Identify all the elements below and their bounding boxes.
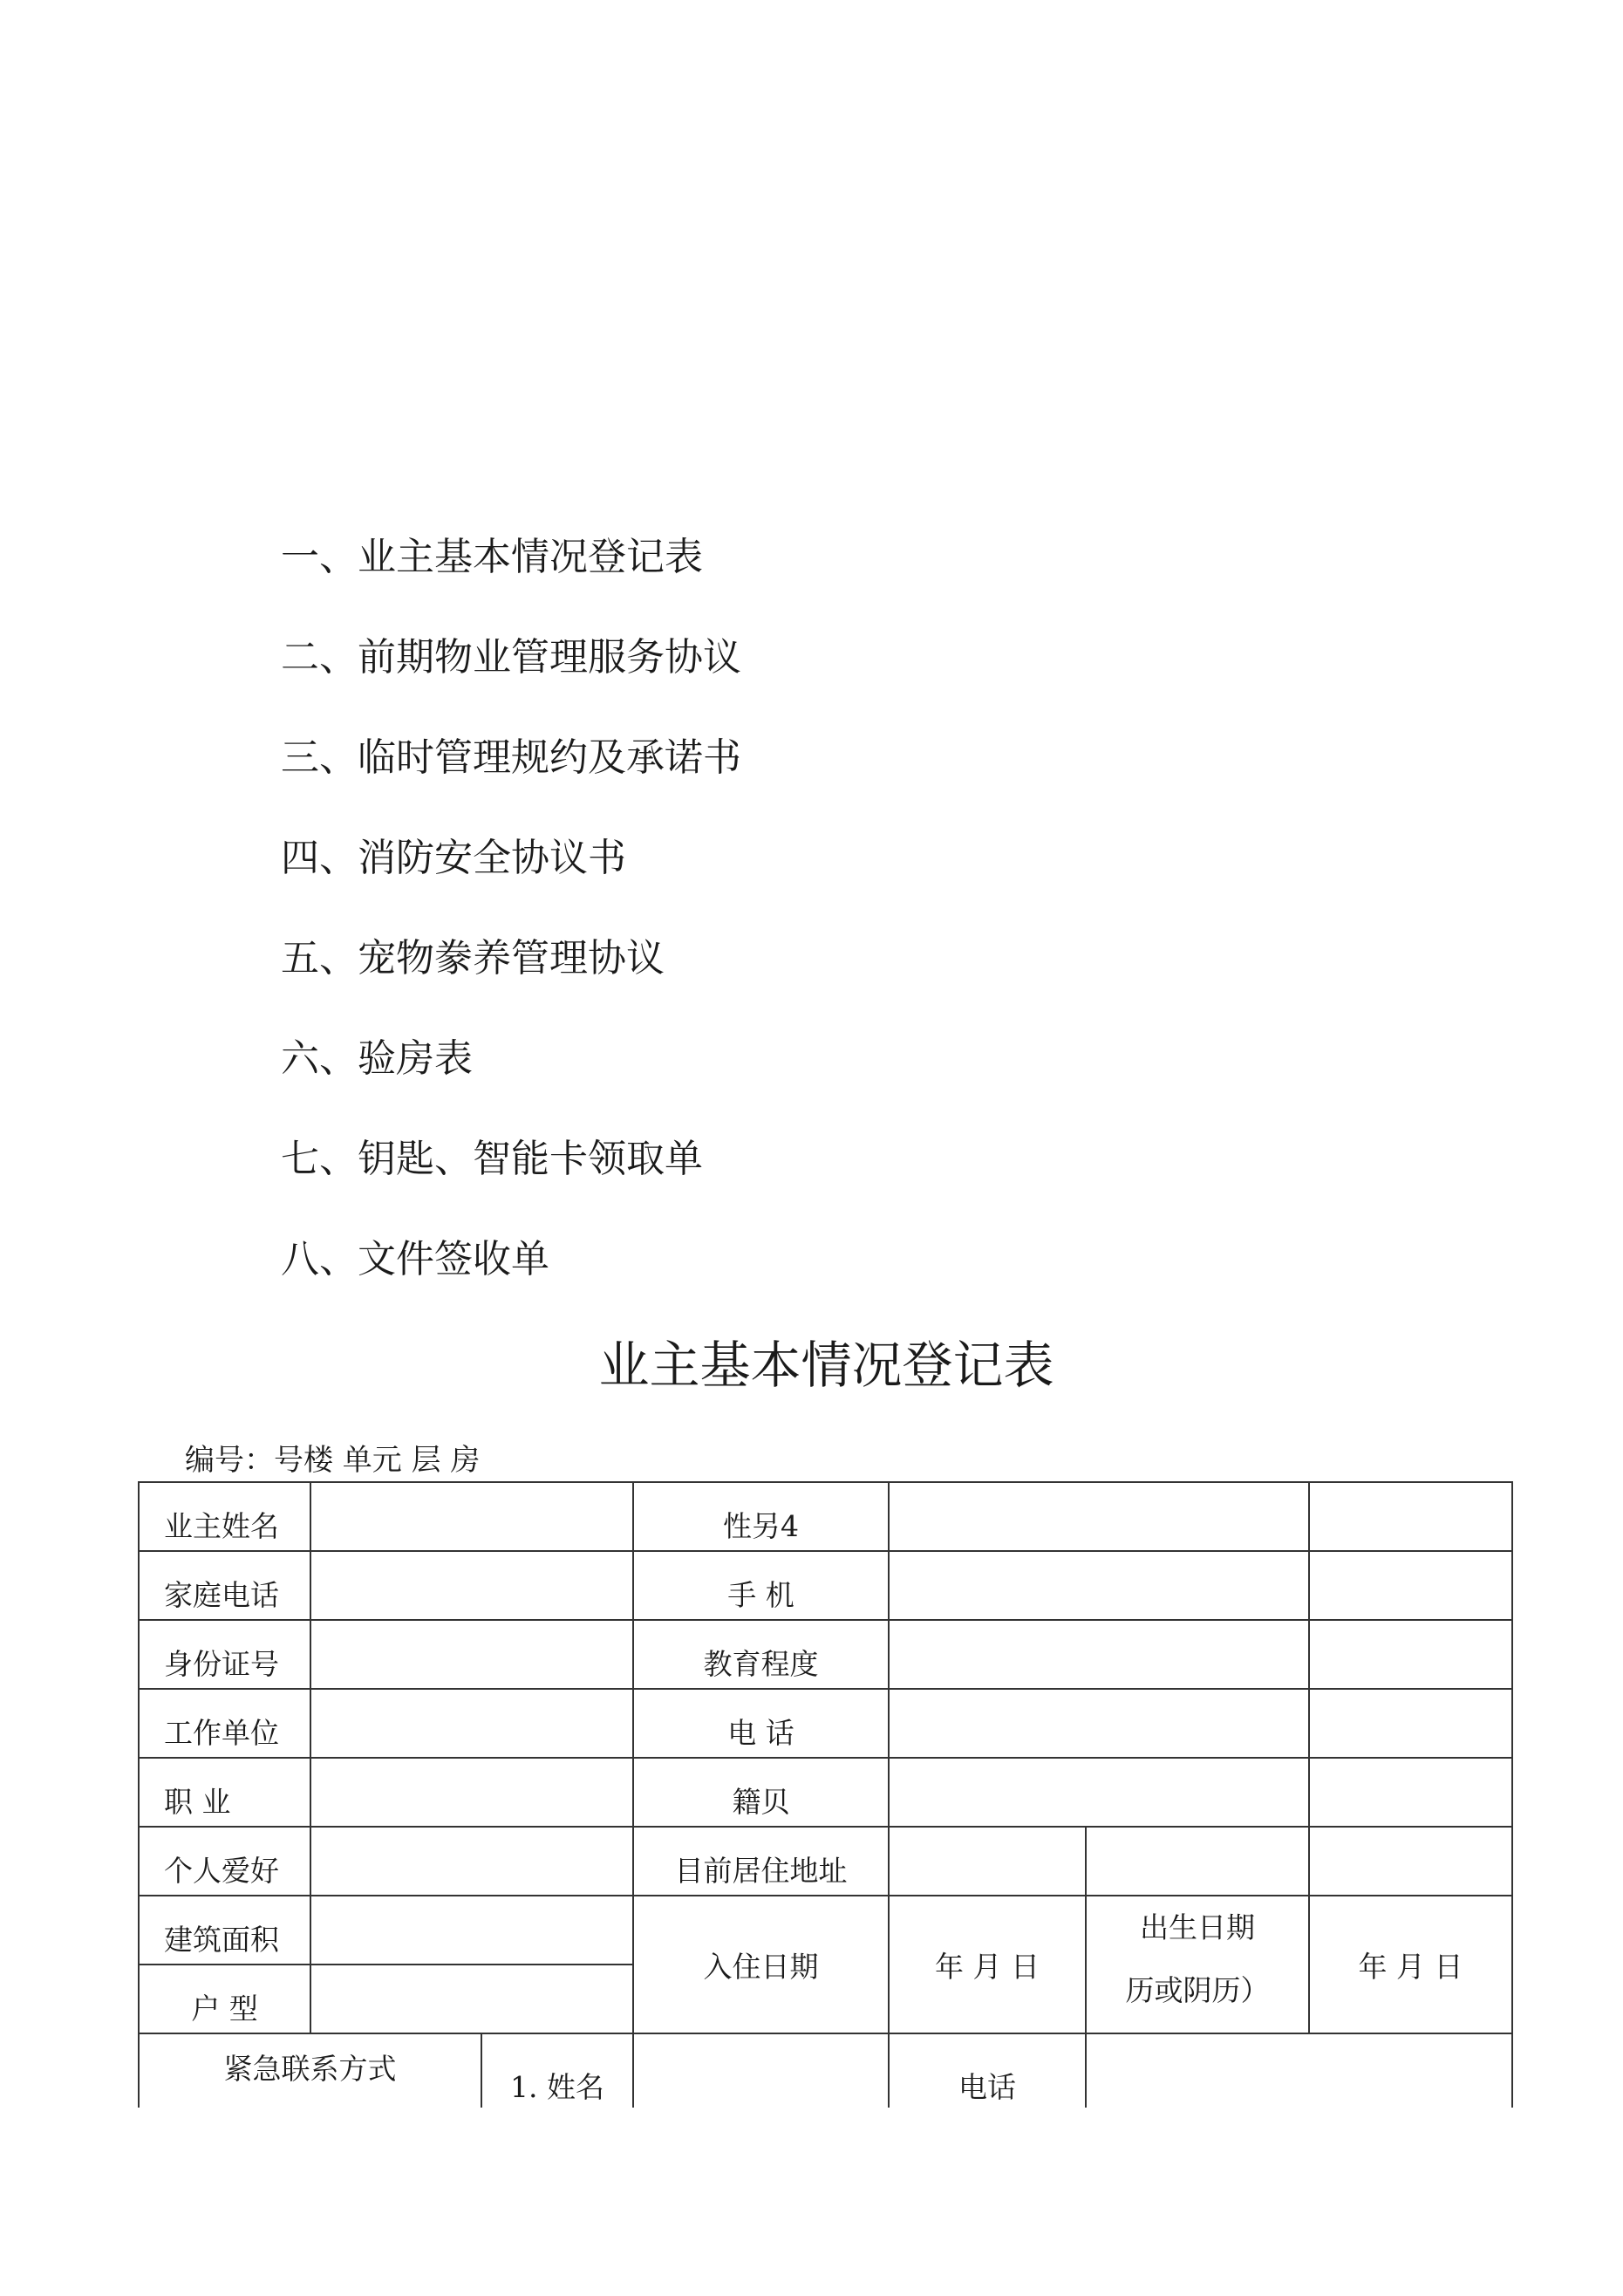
extra-cell[interactable] <box>1309 1551 1512 1620</box>
work-phone-label: 电 话 <box>633 1689 889 1758</box>
current-address-field-2[interactable] <box>1086 1827 1309 1896</box>
education-field[interactable] <box>889 1620 1309 1689</box>
emergency-name-label: 1. 姓名 <box>481 2033 633 2108</box>
owner-name-field[interactable] <box>310 1482 633 1551</box>
owner-registration-table <box>138 1481 1513 2108</box>
table-row <box>139 1827 1512 1896</box>
current-address-label: 目前居住地址 <box>633 1827 889 1896</box>
extra-cell[interactable] <box>1309 1827 1512 1896</box>
extra-cell[interactable] <box>1309 1758 1512 1827</box>
education-label: 教育程度 <box>633 1620 889 1689</box>
move-in-date-label: 入住日期 <box>633 1896 889 2033</box>
table-row <box>139 1689 1512 1758</box>
mobile-field[interactable] <box>889 1551 1309 1620</box>
toc-item-5: 五、宠物豢养管理协议 <box>281 936 665 981</box>
table-row <box>139 2033 1512 2108</box>
birth-date-label-line1: 出生日期 <box>1140 1910 1255 1944</box>
form-title: 业主基本情况登记表 <box>598 1336 1054 1395</box>
work-phone-field[interactable] <box>889 1689 1309 1758</box>
table-row <box>139 1551 1512 1620</box>
work-unit-label: 工作单位 <box>139 1689 310 1758</box>
toc-item-6: 六、验房表 <box>281 1036 473 1081</box>
toc-item-3: 三、临时管理规约及承诺书 <box>281 735 741 780</box>
native-place-label: 籍贝 <box>633 1758 889 1827</box>
birth-date-label-line2: 历或阴历） <box>1125 1973 1270 2007</box>
occupation-field[interactable] <box>310 1758 633 1827</box>
id-number-field[interactable] <box>310 1620 633 1689</box>
serial-number-line: 编号：号楼 单元 层 房 <box>185 1443 481 1478</box>
table-row <box>139 1758 1512 1827</box>
gender-field[interactable] <box>889 1482 1309 1551</box>
current-address-field[interactable] <box>889 1827 1086 1896</box>
work-unit-field[interactable] <box>310 1689 633 1758</box>
move-in-date-field[interactable]: 年 月 日 <box>889 1896 1086 2033</box>
mobile-label: 手 机 <box>633 1551 889 1620</box>
emergency-phone-field[interactable] <box>1086 2033 1512 2108</box>
emergency-contact-label: 紧急联系方式 <box>139 2033 481 2108</box>
birth-date-label <box>1086 1896 1309 2033</box>
toc-item-8: 八、文件签收单 <box>281 1237 549 1281</box>
table-row <box>139 1620 1512 1689</box>
emergency-phone-label: 电话 <box>889 2033 1086 2108</box>
table-row <box>139 1896 1512 1965</box>
hobbies-field[interactable] <box>310 1827 633 1896</box>
native-place-field[interactable] <box>889 1758 1309 1827</box>
emergency-name-field[interactable] <box>633 2033 889 2108</box>
occupation-label: 职 业 <box>139 1758 310 1827</box>
birth-date-field[interactable]: 年 月 日 <box>1309 1896 1512 2033</box>
floor-area-field[interactable] <box>310 1896 633 1965</box>
unit-type-field[interactable] <box>310 1965 633 2033</box>
extra-cell[interactable] <box>1309 1620 1512 1689</box>
photo-cell[interactable] <box>1309 1482 1512 1551</box>
toc-item-4: 四、消防安全协议书 <box>281 836 626 880</box>
unit-type-label: 户 型 <box>139 1965 310 2033</box>
extra-cell[interactable] <box>1309 1689 1512 1758</box>
home-phone-field[interactable] <box>310 1551 633 1620</box>
table-row <box>139 1482 1512 1551</box>
toc-item-1: 一、业主基本情况登记表 <box>281 535 703 579</box>
table-of-contents <box>281 528 741 1330</box>
floor-area-label: 建筑面积 <box>139 1896 310 1965</box>
home-phone-label: 家庭电话 <box>139 1551 310 1620</box>
hobbies-label: 个人爱好 <box>139 1827 310 1896</box>
id-number-label: 身份证号 <box>139 1620 310 1689</box>
toc-item-7: 七、钥匙、智能卡领取单 <box>281 1137 703 1181</box>
toc-item-2: 二、前期物业管理服务协议 <box>281 635 741 680</box>
owner-name-label: 业主姓名 <box>139 1482 310 1551</box>
gender-label: 性另4 <box>633 1482 889 1551</box>
